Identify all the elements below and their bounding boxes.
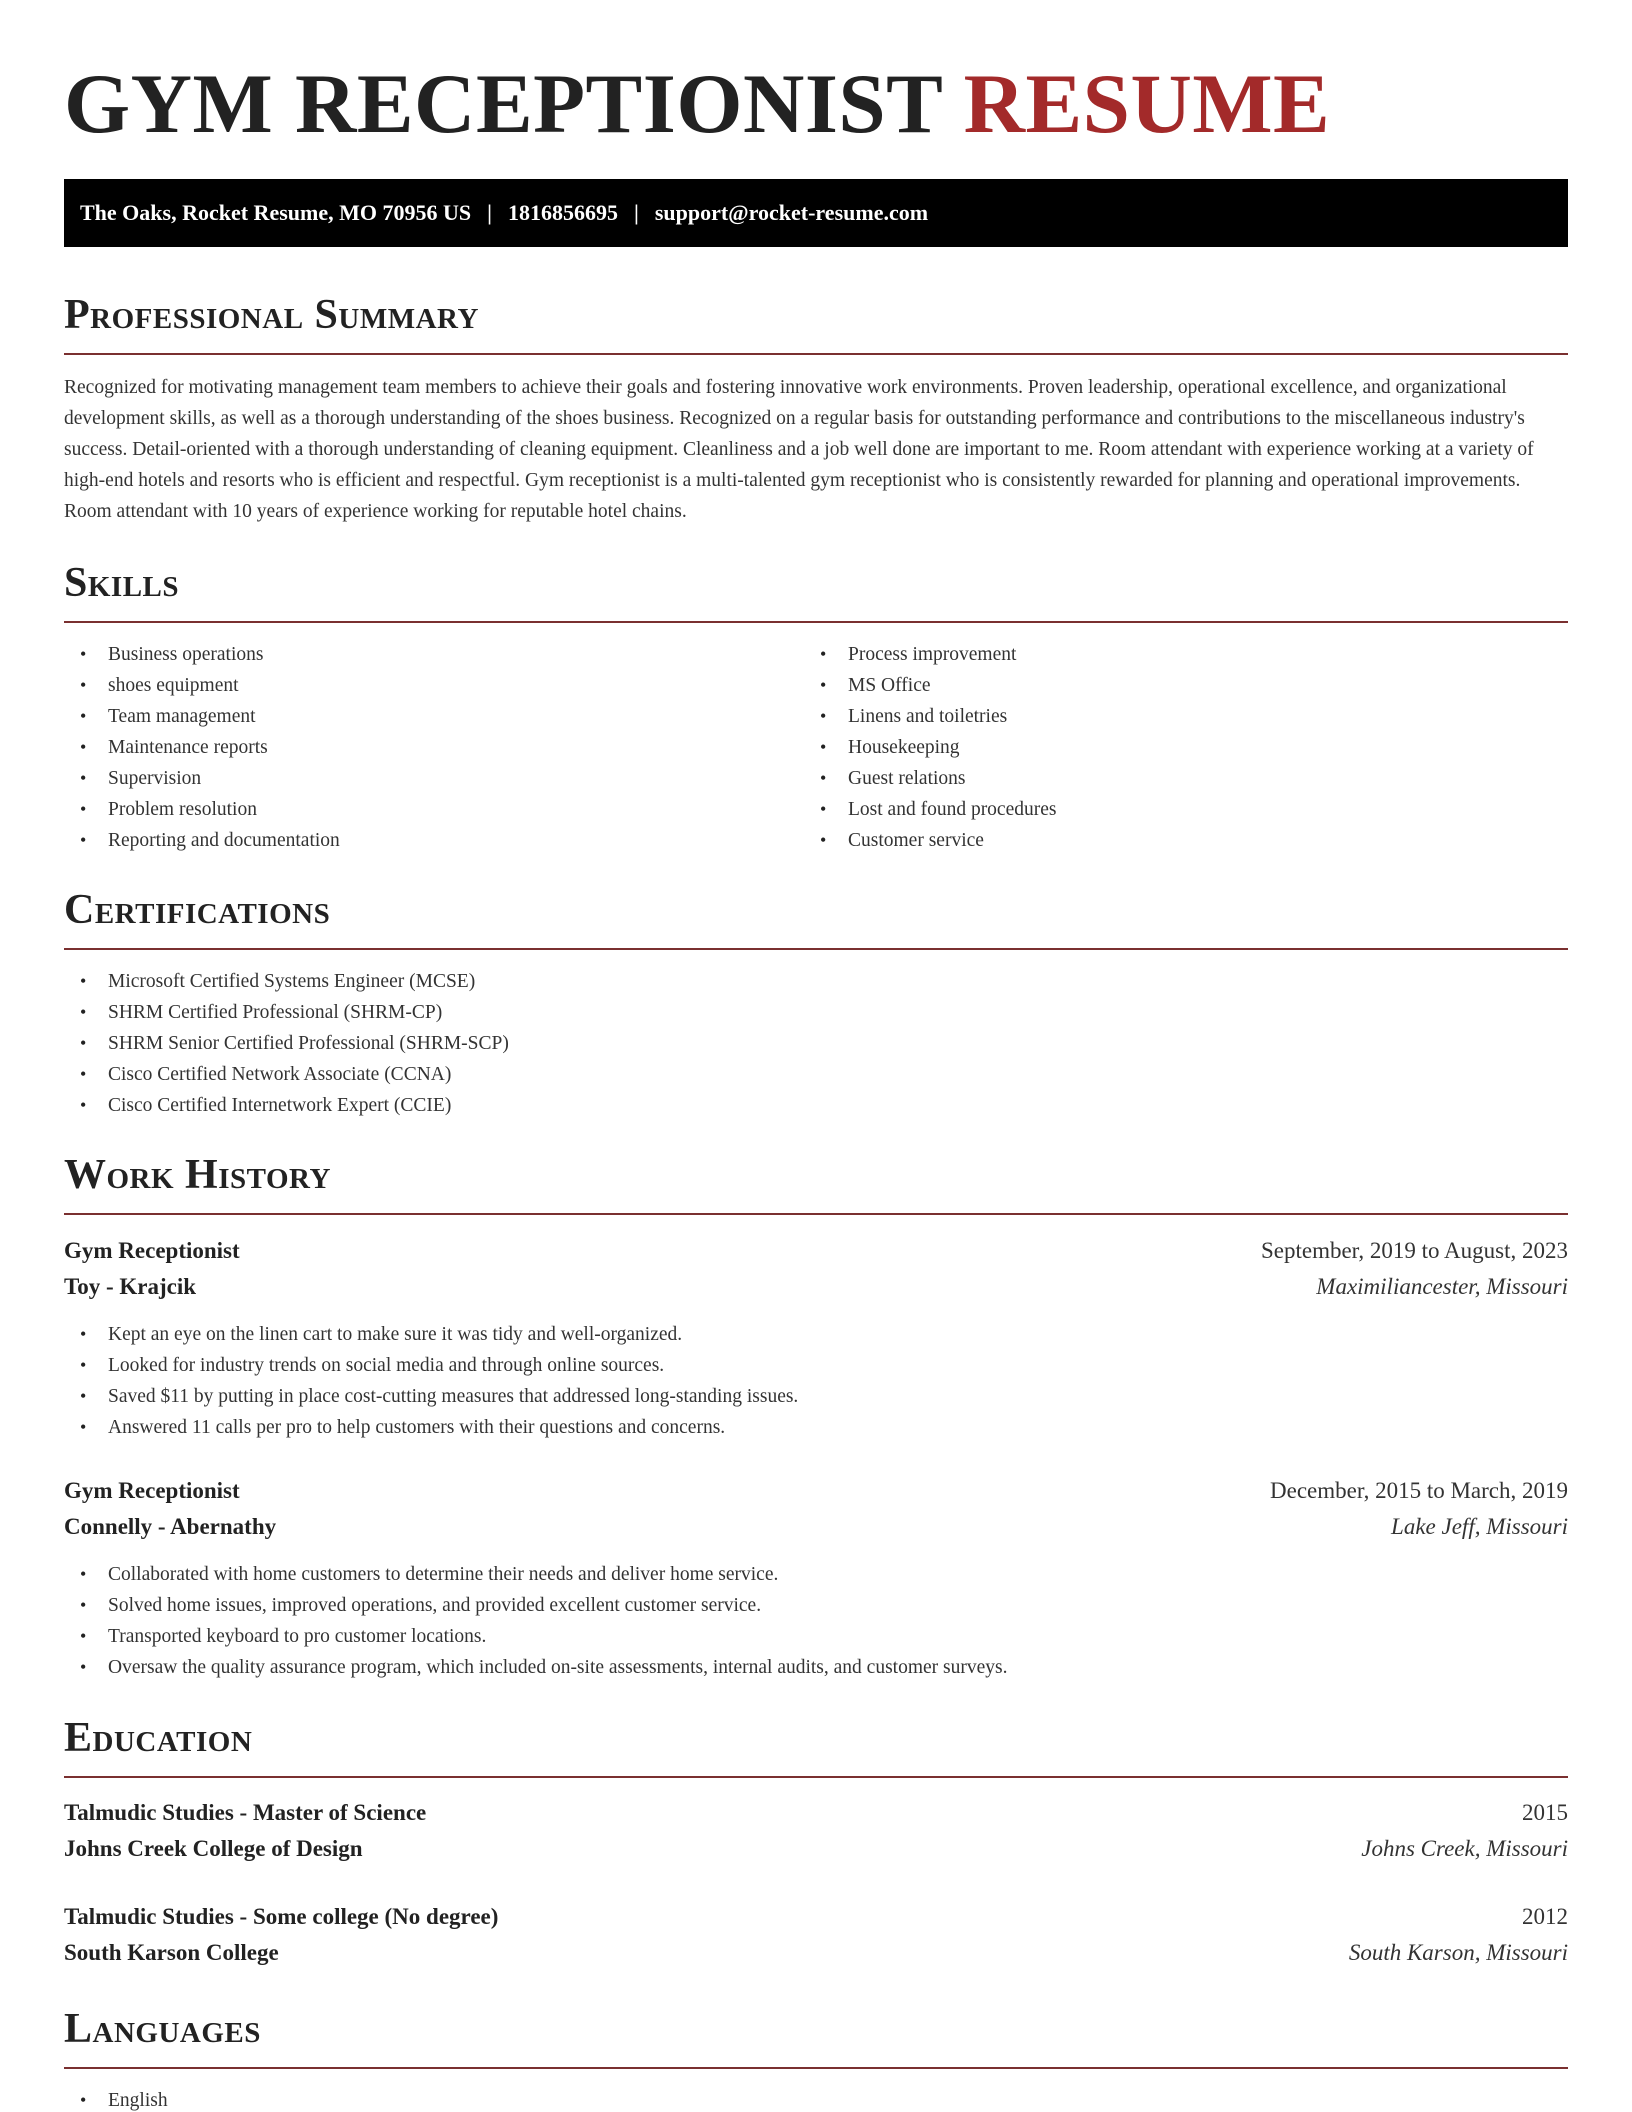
job-duty-item: • Looked for industry trends on social media and through online sources. [64,1350,1568,1381]
skill-item: • Guest relations [804,763,1544,794]
job-company-row [64,1509,1568,1545]
education-school: Johns Creek College of Design [64,1836,363,1861]
skill-item: • Lost and found procedures [804,794,1544,825]
certification-item: • Cisco Certified Network Associate (CCNA) [64,1059,1568,1090]
section-heading-skills: Skills [64,560,180,606]
certification-item: • SHRM Certified Professional (SHRM-CP) [64,997,1568,1028]
contact-separator: | [633,200,639,225]
job-location: Lake Jeff, Missouri [1391,1514,1568,1539]
job-duties-list [64,1559,1568,1683]
job-duties-list [64,1319,1568,1443]
section-divider [64,353,1568,355]
job-duty-item: • Answered 11 calls per pro to help customers with their questions and concerns. [64,1412,1568,1443]
job-company-row [64,1269,1568,1305]
job-duty-item: • Saved $11 by putting in place cost-cutting measures that addressed long-standing issues. [64,1381,1568,1412]
education-year: 2012 [1522,1904,1568,1929]
contact-phone: 1816856695 [507,200,618,225]
job-entry [64,1473,1568,1683]
resume-page [64,0,1568,2112]
section-divider [64,1213,1568,1215]
skill-item: • shoes equipment [64,670,804,701]
section-heading-work-history: Work History [64,1152,331,1198]
education-degree: Talmudic Studies - Master of Science [64,1800,427,1825]
job-duty-item: • Oversaw the quality assurance program, which included on-site assessments, internal audits, and customer surveys. [64,1652,1568,1683]
contact-separator: | [487,200,492,225]
job-title-row [64,1233,1568,1269]
certifications-list [64,966,1568,1121]
job-company: Connelly - Abernathy [64,1514,277,1539]
skill-item: • Linens and toiletries [804,701,1544,732]
job-title-row [64,1473,1568,1509]
job-duty-item: • Solved home issues, improved operations, and provided excellent customer service. [64,1590,1568,1621]
resume-title [64,56,1568,152]
contact-email[interactable]: support@rocket-resume.com [654,200,929,225]
contact-bar [64,179,1568,247]
job-title: Gym Receptionist [64,1478,240,1503]
skill-item: • Team management [64,701,804,732]
summary-text: Recognized for motivating management team members to achieve their goals and fostering innovative work environments. Proven leadership, operational excellence, and organizational development skills, as well as a thorough understanding of the shoes business. Recognized on a regular basis for outstanding performance and contributions to the miscellaneous industry's success. Detail-oriented with a thorough understanding of cleaning equipment. Cleanliness and a job well done are important to me. Room attendant with experience working at a variety of high-end hotels and resorts who is efficient and respectful. Gym receptionist is a multi-talented gym receptionist who is consistently rewarded for planning and operational improvements. Room attendant with 10 years of experience working for reputable hotel chains. [64,377,1534,522]
section-divider [64,948,1568,950]
education-degree-row [64,1899,1568,1935]
skills-list-left [64,639,804,856]
section-heading-summary: Professional Summary [64,292,479,338]
skill-item: • Problem resolution [64,794,804,825]
job-company: Toy - Krajcik [64,1274,197,1299]
skill-item: • Customer service [804,825,1544,856]
certification-item: • Cisco Certified Internetwork Expert (CCIE) [64,1090,1568,1121]
skills-columns [64,639,1568,856]
section-heading-education: Education [64,1715,253,1761]
education-school: South Karson College [64,1940,279,1965]
job-title: Gym Receptionist [64,1238,240,1263]
skill-item: • Housekeeping [804,732,1544,763]
section-divider [64,2067,1568,2069]
title-main: GYM RECEPTIONIST [64,57,942,151]
education-year: 2015 [1522,1800,1568,1825]
certification-item: • Microsoft Certified Systems Engineer (MCSE) [64,966,1568,997]
section-divider [64,1776,1568,1778]
job-dates: September, 2019 to August, 2023 [1260,1238,1568,1263]
education-entry [64,1899,1568,1971]
section-heading-certifications: Certifications [64,887,331,933]
education-school-row [64,1935,1568,1971]
skill-item: • Business operations [64,639,804,670]
education-school-row [64,1831,1568,1867]
education-entry [64,1795,1568,1867]
education-degree: Talmudic Studies - Some college (No degree) [64,1904,499,1929]
skill-item: • MS Office [804,670,1544,701]
education-degree-row [64,1795,1568,1831]
language-item: • English [64,2085,1568,2112]
job-duty-item: • Collaborated with home customers to determine their needs and deliver home service. [64,1559,1568,1590]
skills-list-right [804,639,1544,856]
education-location: South Karson, Missouri [1348,1940,1568,1965]
job-duty-item: • Kept an eye on the linen cart to make sure it was tidy and well-organized. [64,1319,1568,1350]
skill-item: • Maintenance reports [64,732,804,763]
contact-address: The Oaks, Rocket Resume, MO 70956 US [80,200,472,225]
job-location: Maximiliancester, Missouri [1316,1274,1568,1299]
skill-item: • Process improvement [804,639,1544,670]
job-entry [64,1233,1568,1443]
job-dates: December, 2015 to March, 2019 [1270,1478,1568,1503]
education-location: Johns Creek, Missouri [1361,1836,1568,1861]
section-heading-languages: Languages [64,2006,261,2052]
skill-item: • Supervision [64,763,804,794]
certification-item: • SHRM Senior Certified Professional (SHRM-SCP) [64,1028,1568,1059]
job-duty-item: • Transported keyboard to pro customer locations. [64,1621,1568,1652]
languages-list [64,2085,1568,2112]
title-accent: RESUME [963,57,1331,151]
skill-item: • Reporting and documentation [64,825,804,856]
section-divider [64,621,1568,623]
